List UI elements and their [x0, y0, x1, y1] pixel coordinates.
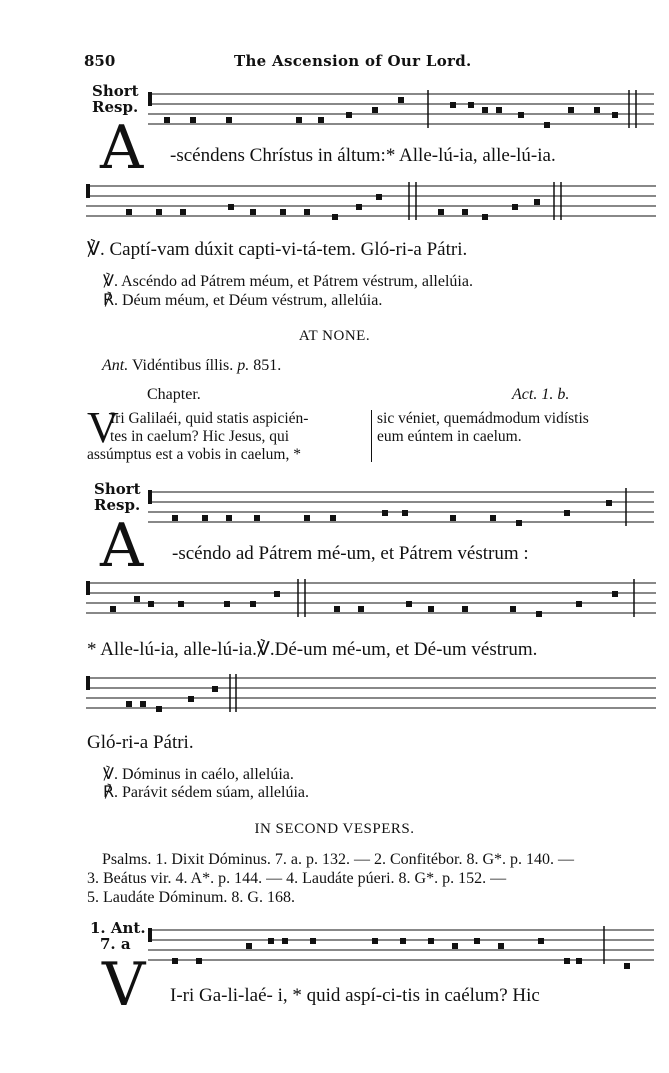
chapter-left-line: tes in caelum? Hic Jesus, qui — [110, 428, 290, 445]
music-staff-2 — [84, 178, 659, 228]
page-title: The Ascension of Our Lord. — [234, 52, 472, 70]
antiphon-label — [90, 920, 146, 952]
lyrics-line: -scéndens Chrístus in áltum:* Alle-lú-ia, alle-lú-ia. — [170, 145, 556, 166]
response: ℟. Déum méum, et Déum véstrum, allelúia. — [103, 292, 383, 309]
psalms-line: Psalms. 1. Dixit Dóminus. 7. a. p. 132. — 2. Confitébor. 8. G*. p. 140. — — [102, 851, 574, 868]
page-number: 850 — [84, 52, 116, 70]
chapter-left-line: assúmptus est a vobis in caelum, * — [87, 446, 301, 463]
chapter-label: Chapter. — [147, 386, 201, 403]
psalms-line: 5. Laudáte Dóminum. 8. G. 168. — [87, 889, 295, 906]
lyrics-line: -scéndo ad Pátrem mé-um, et Pátrem véstrum : — [172, 543, 529, 564]
music-staff-5 — [84, 670, 659, 718]
drop-cap: A — [100, 113, 144, 183]
label-line: Resp. — [94, 496, 141, 514]
ant-text: Vidéntibus íllis. — [131, 357, 234, 374]
chapter-right-line: sic véniet, quemádmodum vidístis — [377, 410, 589, 427]
response: ℟. Parávit sédem súam, allelúia. — [103, 784, 309, 801]
page-label: p. — [237, 357, 250, 374]
column-divider — [371, 410, 372, 462]
drop-cap: V — [102, 950, 146, 1020]
lyrics-line: * Alle-lú-ia, alle-lú-ia.℣.Dé-um mé-um, et Dé-um véstrum. — [87, 639, 538, 660]
chapter-right-line: eum eúntem in caelum. — [377, 428, 522, 445]
label-line: Resp. — [92, 98, 139, 116]
page-ref: 851. — [253, 357, 282, 374]
psalms-line: 3. Beátus vir. 4. A*. p. 144. — 4. Laudáte púeri. 8. G*. p. 152. — — [87, 870, 507, 887]
label-line: 7. a — [100, 935, 131, 953]
short-resp-label-2 — [94, 481, 141, 513]
label-line: Short — [94, 480, 141, 498]
section-heading: IN SECOND VESPERS. — [254, 821, 415, 837]
antiphon-line — [102, 357, 281, 375]
chapter-left-line: Iri Galilaéi, quid statis aspicién- — [110, 410, 309, 427]
drop-cap: A — [100, 511, 144, 581]
chapter-ref: Act. 1. b. — [512, 386, 570, 403]
music-staff-6 — [146, 922, 656, 972]
versicle: ℣. Ascéndo ad Pátrem méum, et Pátrem véstrum, allelúia. — [103, 273, 473, 290]
lyrics-line: Gló-ri-a Pátri. — [87, 732, 194, 753]
lyrics-line: ℣. Captí-vam dúxit capti-vi-tá-tem. Gló-ri-a Pátri. — [87, 239, 468, 260]
short-resp-label-1 — [92, 83, 139, 115]
label-line: 1. Ant. — [90, 919, 146, 937]
label-line: Short — [92, 82, 139, 100]
chapter-initial: V — [87, 403, 119, 452]
versicle: ℣. Dóminus in caélo, allelúia. — [103, 766, 294, 783]
music-staff-3 — [146, 484, 656, 532]
lyrics-line: I-ri Ga-li-laé- i, * quid aspí-ci-tis in caélum? Hic — [170, 985, 540, 1006]
ant-label: Ant. — [102, 357, 129, 374]
music-staff-1 — [146, 86, 656, 134]
music-staff-4 — [84, 575, 659, 625]
section-heading: AT NONE. — [298, 328, 371, 344]
